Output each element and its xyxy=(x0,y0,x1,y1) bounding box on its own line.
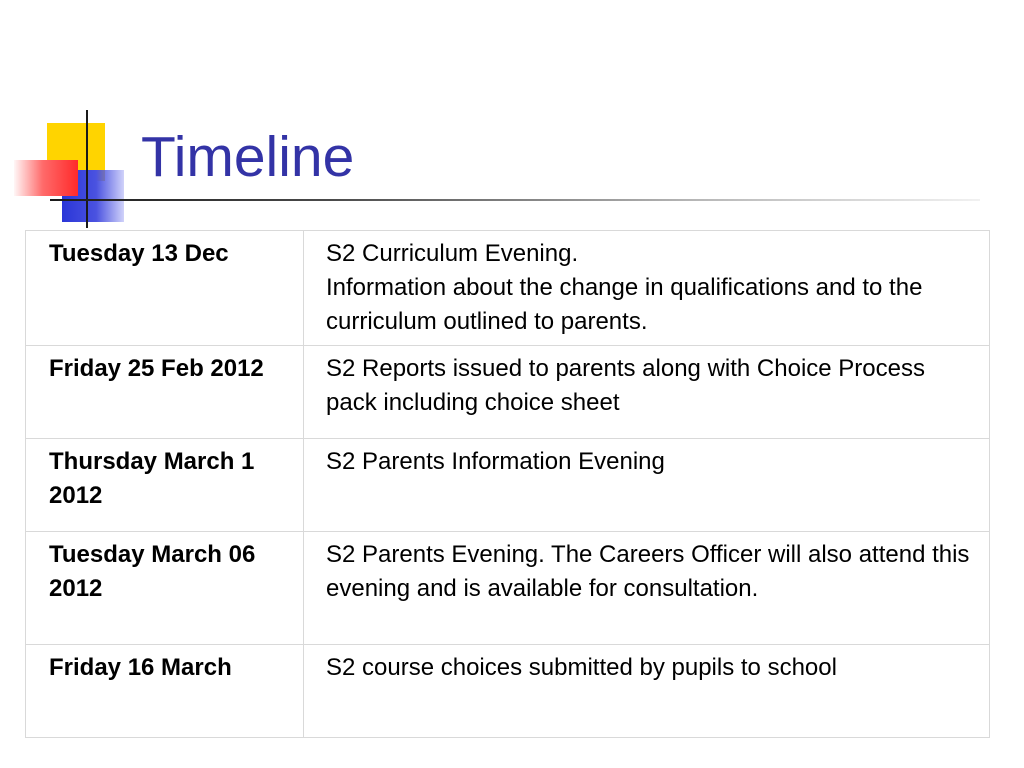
event-cell xyxy=(304,645,990,738)
timeline-table xyxy=(25,230,990,738)
page-title: Timeline xyxy=(141,125,355,189)
event-line: S2 Curriculum Evening. xyxy=(326,240,579,267)
event-line: S2 Reports issued to parents along with Choice Process pack including choice sheet xyxy=(326,355,925,416)
event-line: S2 course choices submitted by pupils to school xyxy=(326,654,837,681)
date-cell: Tuesday March 06 2012 xyxy=(26,532,304,645)
event-cell xyxy=(304,532,990,645)
event-cell xyxy=(304,346,990,439)
table-row xyxy=(26,532,990,645)
table-row xyxy=(26,439,990,532)
event-cell xyxy=(304,231,990,346)
event-line: Information about the change in qualifications and to the curriculum outlined to parents. xyxy=(326,274,923,335)
logo-red-bar xyxy=(14,160,78,196)
table-row xyxy=(26,346,990,439)
title-underline xyxy=(50,199,980,201)
date-cell: Friday 16 March xyxy=(26,645,304,738)
event-line: S2 Parents Evening. The Careers Officer will also attend this evening and is available for consultation. xyxy=(326,541,970,602)
event-line: S2 Parents Information Evening xyxy=(326,448,665,475)
event-cell xyxy=(304,439,990,532)
logo-vertical-line xyxy=(86,110,88,228)
date-cell: Tuesday 13 Dec xyxy=(26,231,304,346)
table-row xyxy=(26,645,990,738)
date-cell: Thursday March 1 2012 xyxy=(26,439,304,532)
date-cell: Friday 25 Feb 2012 xyxy=(26,346,304,439)
table-row xyxy=(26,231,990,346)
